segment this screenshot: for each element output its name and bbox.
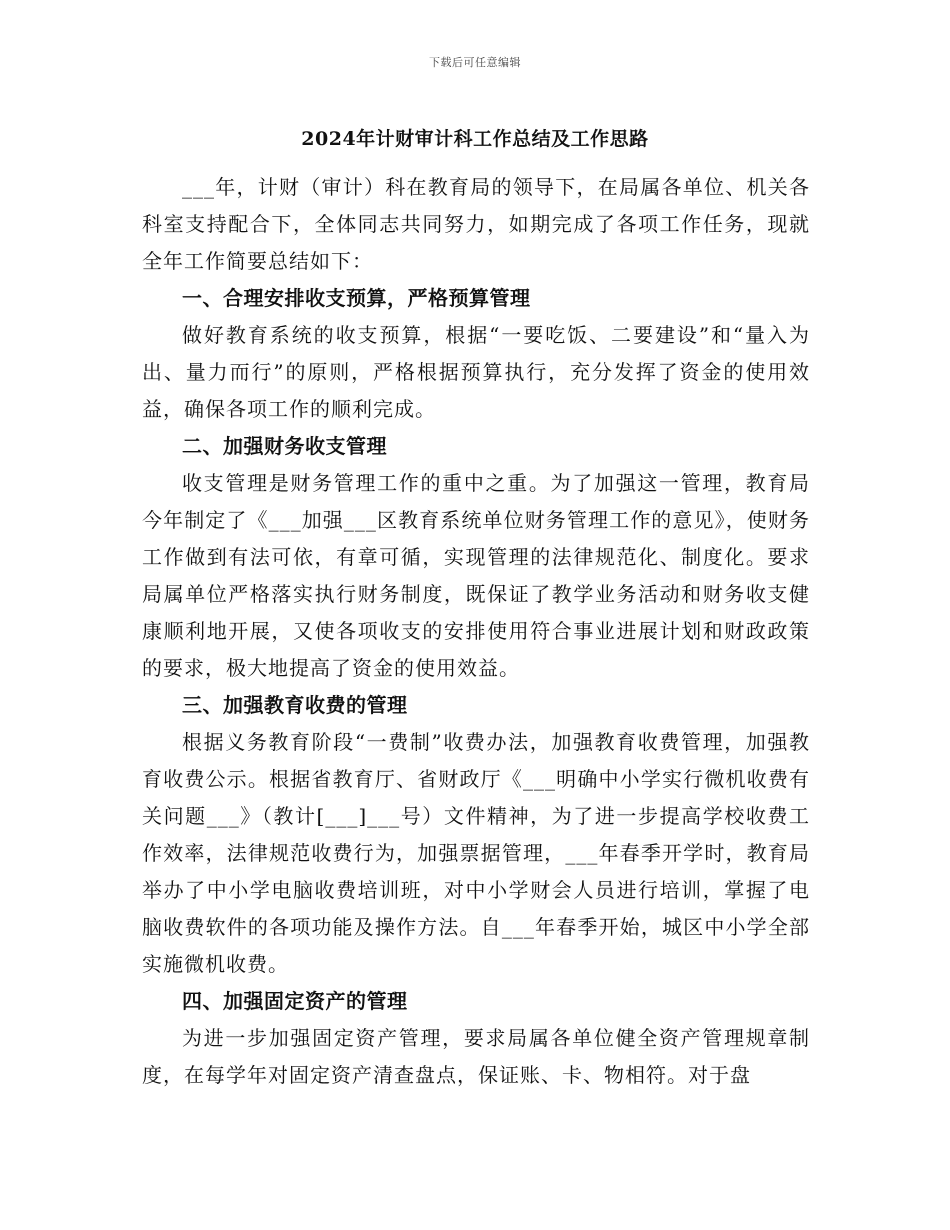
document-title: 2024年计财审计科工作总结及工作思路 (301, 128, 649, 150)
section-heading-1: 一、合理安排收支预算，严格预算管理 (182, 286, 531, 310)
section-heading-3: 三、加强教育收费的管理 (182, 693, 408, 717)
section-heading-2: 二、加强财务收支管理 (182, 434, 387, 458)
section-paragraph-1: 做好教育系统的收支预算，根据“一要吃饭、二要建设”和“量入为出、量力而行”的原则，严格根据预算执行，充分发挥了资金的使用效益，确保各项工作的顺利完成。 (142, 323, 810, 421)
section-paragraph-3: 根据义务教育阶段“一费制”收费办法，加强教育收费管理，加强教育收费公示。根据省教育厅、省财政厅《___明确中小学实行微机收费有关问题___》（教计[___]___号）文件精神，为了进一步提高学校收费工作效率，法律规范收费行为，加强票据管理，___年春季开学时，教育局举办了中小学电脑收费培训班，对中小学财会人员进行培训，掌握了电脑收费软件的各项功能及操作方法。自___年春季开始，城区中小学全部实施微机收费。 (142, 730, 810, 976)
header-note: 下载后可任意编辑 (429, 56, 521, 69)
section-heading-4: 四、加强固定资产的管理 (182, 989, 408, 1013)
document-body (142, 169, 810, 1094)
section-paragraph-4: 为进一步加强固定资产管理，要求局属各单位健全资产管理规章制度，在每学年对固定资产清查盘点，保证账、卡、物相符。对于盘 (142, 1026, 810, 1087)
intro-paragraph: ___年，计财（审计）科在教育局的领导下，在局属各单位、机关各科室支持配合下，全体同志共同努力，如期完成了各项工作任务，现就全年工作简要总结如下： (142, 175, 810, 273)
section-paragraph-2: 收支管理是财务管理工作的重中之重。为了加强这一管理，教育局今年制定了《___加强___区教育系统单位财务管理工作的意见》，使财务工作做到有法可依，有章可循，实现管理的法律规范化、制度化。要求局属单位严格落实执行财务制度，既保证了教学业务活动和财务收支健康顺利地开展，又使各项收支的安排使用符合事业进展计划和财政政策的要求，极大地提高了资金的使用效益。 (142, 471, 810, 680)
